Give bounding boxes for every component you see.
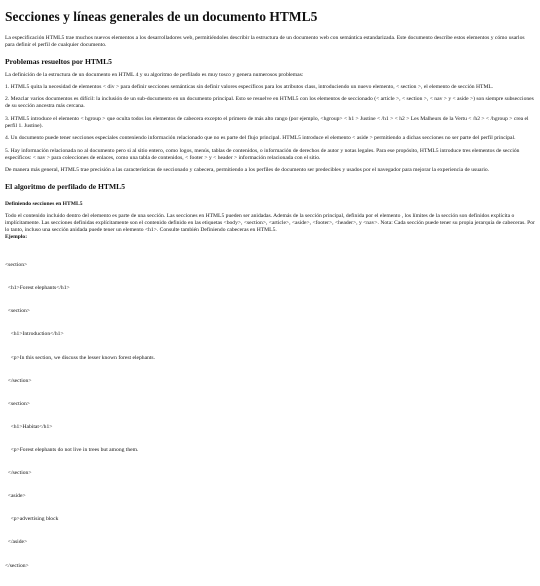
example-label: Ejemplo: [5, 234, 28, 241]
code-line: </section> [5, 377, 32, 384]
problems-lead: La definición de la estructura de un documento en HTML 4 y su algoritmo de perfilado es muy tosco y genera numerosos problemas: [5, 71, 304, 78]
page-title: Secciones y líneas generales de un documento HTML5 [5, 9, 318, 24]
problem-item-4: 4. Un documento puede tener secciones especiales conteniendo información relacionado que no es parte del flujo principal. HTML5 introduce el elemento < aside > permitiendo a dichas secciones no ser parte del perfil principal. [5, 135, 516, 142]
algorithm-body: Todo el contenido incluido dentro del elemento es parte de una sección. Las secciones en HTML5 pueden ser anidadas. Además de la sección principal, definida por el elemento , los límites de la sección son definidos explícita o implícitamente. Las secciones definidas explícitamente son el contenido definido en las etiquetas <body>, <section>, <article>, <aside>, <footer>, <header>, y <nav>. Nota: Cada sección puede tener su propia jerarquía de cabeceras. Por lo tanto, incluso una sección anidada puede tener un elemento <h1>. Consulte también Definiendo cabeceras en HTML5. [5, 212, 535, 234]
code-line: </section> [5, 470, 32, 477]
code-line: <h1>Habitat</h1> [5, 423, 53, 430]
code-line: <p>Forest elephants do not live in trees but among them. [5, 447, 139, 454]
sections-subheading: Definiendo secciones en HTML5 [5, 200, 83, 207]
problems-summary: De manera más general, HTML5 trae precisión a las características de seccionado y cabecera, permitiendo a los perfiles de documento ser predecibles y usados por el navegador para mejorar la experiencia de usuario. [5, 167, 490, 174]
code-line: <h1>Introduction</h1> [5, 331, 64, 338]
algorithm-heading: El algoritmo de perfilado de HTML5 [5, 181, 126, 191]
problems-heading: Problemas resueltos por HTML5 [5, 56, 112, 66]
code-line: <p>In this section, we discuss the lesser known forest elephants. [5, 354, 156, 361]
code-line: <section> [5, 308, 30, 315]
code-line: <h1>Forest elephants</h1> [5, 285, 70, 292]
code-line: <section> [5, 262, 28, 269]
code-example [5, 247, 535, 586]
intro-paragraph: La especificación HTML5 trae muchos nuevos elementos a los desarrolladores web, permitiéndoles describir la estructura de un documento web con semántica estandarizada. Este documento describe estos elementos y cómo usarlos para definir el perfil de cualquier documento. [5, 35, 525, 49]
problem-item-3: 3. HTML5 introduce el elemento < hgroup > que oculta todos los elementos de cabecera excepto el primero de más alto rango (por ejemplo, <hgroup> < h1 > Justine < /h1 > < h2 > Les Malheurs de la Vertu < /h2 > < /hgroup > crea el perfil 1. Justine). [5, 115, 529, 130]
code-line: <aside> [5, 493, 26, 500]
code-line: </aside> [5, 539, 28, 546]
problem-item-2: 2. Mezclar varios documentos es difícil: la inclusión de un sub-documento en un documento principal. Esto se resuelve en HTML5 con los elementos de seccionado (< article >, < section >, < nav > y < aside >) son siempre subsecciones de su sección ancestra más cercana. [5, 96, 534, 110]
code-line: <section> [5, 400, 30, 407]
code-line: <p>advertising block [5, 516, 59, 523]
code-line: </section> [5, 562, 29, 569]
problem-item-5: 5. Hay información relacionada no al documento pero si al sitio entero, como logos, menús, tablas de contenidos, o información de derechos de autor y notas legales. Para ese propósito, HTML5 introduce tres elementos de sección específicos: < nav > para colecciones de enlaces, como una tabla de contenidos, < footer > y < header > información relacionada con el sitio. [5, 147, 520, 161]
problem-item-1: 1. HTML5 quita la necesidad de elementos < div > para definir secciones semánticas sin definir valores específicos para los atributos class, introduciendo un nuevo elemento, < section >, el elemento de sección HTML. [5, 83, 494, 90]
